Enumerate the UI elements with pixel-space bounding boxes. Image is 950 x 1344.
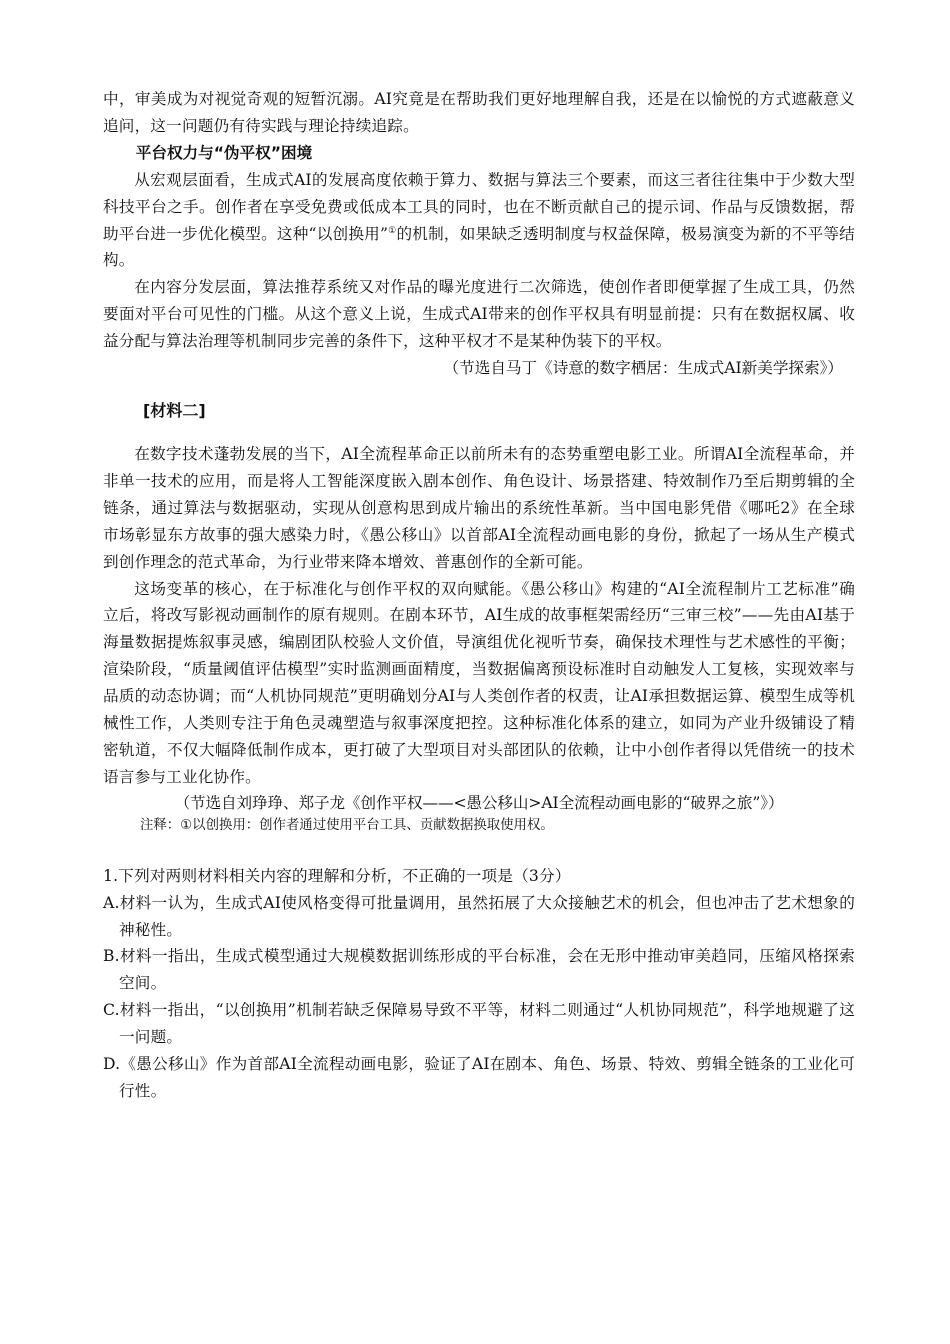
material1-subheading: 平台权力与“伪平权”困境 (135, 143, 313, 162)
option-c: C.材料一指出，“以创换用”机制若缺乏保障易导致不平等，材料二则通过“人机协同规范”，科学地规避了这一问题。 (103, 1001, 855, 1047)
question-stem: 1.下列对两则材料相关内容的理解和分析，不正确的一项是（3分） (103, 866, 571, 885)
material2-paragraph-2: 这场变革的核心，在于标准化与创作平权的双向赋能。《愚公移山》构建的“AI全流程制片工艺标准”确立后，将改写影视动画制作的原有规则。在剧本环节，AI生成的故事框架需经历“三审三校”——先由AI基于海量数据提炼叙事灵感，编剧团队校验人文价值，导演组优化视听节奏，确保技术理性与艺术感性的平衡；渲染阶段，“质量阈值评估模型”实时监测画面精度，当数据偏离预设标准时自动触发人工复核，实现效率与品质的动态协调；而“人机协同规范”更明确划分AI与人类创作者的权责，让AI承担数据运算、模型生成等机械性工作，人类则专注于角色灵魂塑造与叙事深度把控。这种标准化体系的建立，如同为产业升级铺设了精密轨道，不仅大幅降低制作成本，更打破了大型项目对头部团队的依赖，让中小创作者得以凭借统一的技术语言参与工业化协作。 (103, 579, 855, 786)
material1-paragraph-1 (103, 167, 855, 275)
material1-continuation: 中，审美成为对视觉奇观的短暂沉溺。AI究竟是在帮助我们更好地理解自我，还是在以愉悦的方式遮蔽意义追问，这一问题仍有待实践与理论持续追踪。 (103, 90, 855, 135)
material1-source: （节选自马丁《诗意的数字栖居：生成式AI新美学探索》） (443, 359, 843, 378)
question-1 (103, 863, 855, 1105)
material2-heading: [材料二] (143, 400, 206, 420)
footnote-mark: ① (388, 225, 397, 236)
option-a: A.材料一认为，生成式AI使风格变得可批量调用，虽然拓展了大众接触艺术的机会，但也冲击了艺术想象的神秘性。 (103, 893, 855, 939)
material1-paragraph-1-text-a: 从宏观层面看，生成式AI的发展高度依赖于算力、数据与算法三个要素，而这三者往往集中于少数大型科技平台之手。创作者在享受免费或低成本工具的同时，也在不断贡献自己的提示词、作品与反馈数据，帮助平台进一步优化模型。这种“以创换用” (103, 170, 855, 243)
material1-paragraph-1-text-b: 的机制，如果缺乏透明制度与权益保障，极易演变为新的不平等结构。 (103, 224, 855, 270)
footnote: 注释：①以创换用：创作者通过使用平台工具、贡献数据换取使用权。 (140, 817, 554, 833)
material2-source: （节选自刘琤琤、郑子龙《创作平权——<愚公移山>AI全流程动画电影的“破界之旅”》） (174, 793, 784, 812)
option-d: D.《愚公移山》作为首部AI全流程动画电影，验证了AI在剧本、角色、场景、特效、剪辑全链条的工业化可行性。 (103, 1055, 855, 1100)
material2-paragraph-1: 在数字技术蓬勃发展的当下，AI全流程革命正以前所未有的态势重塑电影工业。所谓AI全流程革命，并非单一技术的应用，而是将人工智能深度嵌入剧本创作、角色设计、场景搭建、特效制作乃至后期剪辑的全链条，通过算法与数据驱动，实现从创意构思到成片输出的系统性革新。当中国电影凭借《哪吒2》在全球市场彰显东方故事的强大感染力时，《愚公移山》以首部AI全流程动画电影的身份，掀起了一场从生产模式到创作理念的范式革命，为行业带来降本增效、普惠创作的全新可能。 (103, 444, 855, 571)
exam-page (103, 86, 855, 1105)
option-b: B.材料一指出，生成式模型通过大规模数据训练形成的平台标准，会在无形中推动审美趋同，压缩风格探索空间。 (103, 947, 855, 993)
material1-paragraph-2: 在内容分发层面，算法推荐系统又对作品的曝光度进行二次筛选，使创作者即便掌握了生成工具，仍然要面对平台可见性的门槛。从这个意义上说，生成式AI带来的创作平权具有明显前提：只有在数据权属、收益分配与算法治理等机制同步完善的条件下，这种平权才不是某种伪装下的平权。 (103, 278, 855, 351)
